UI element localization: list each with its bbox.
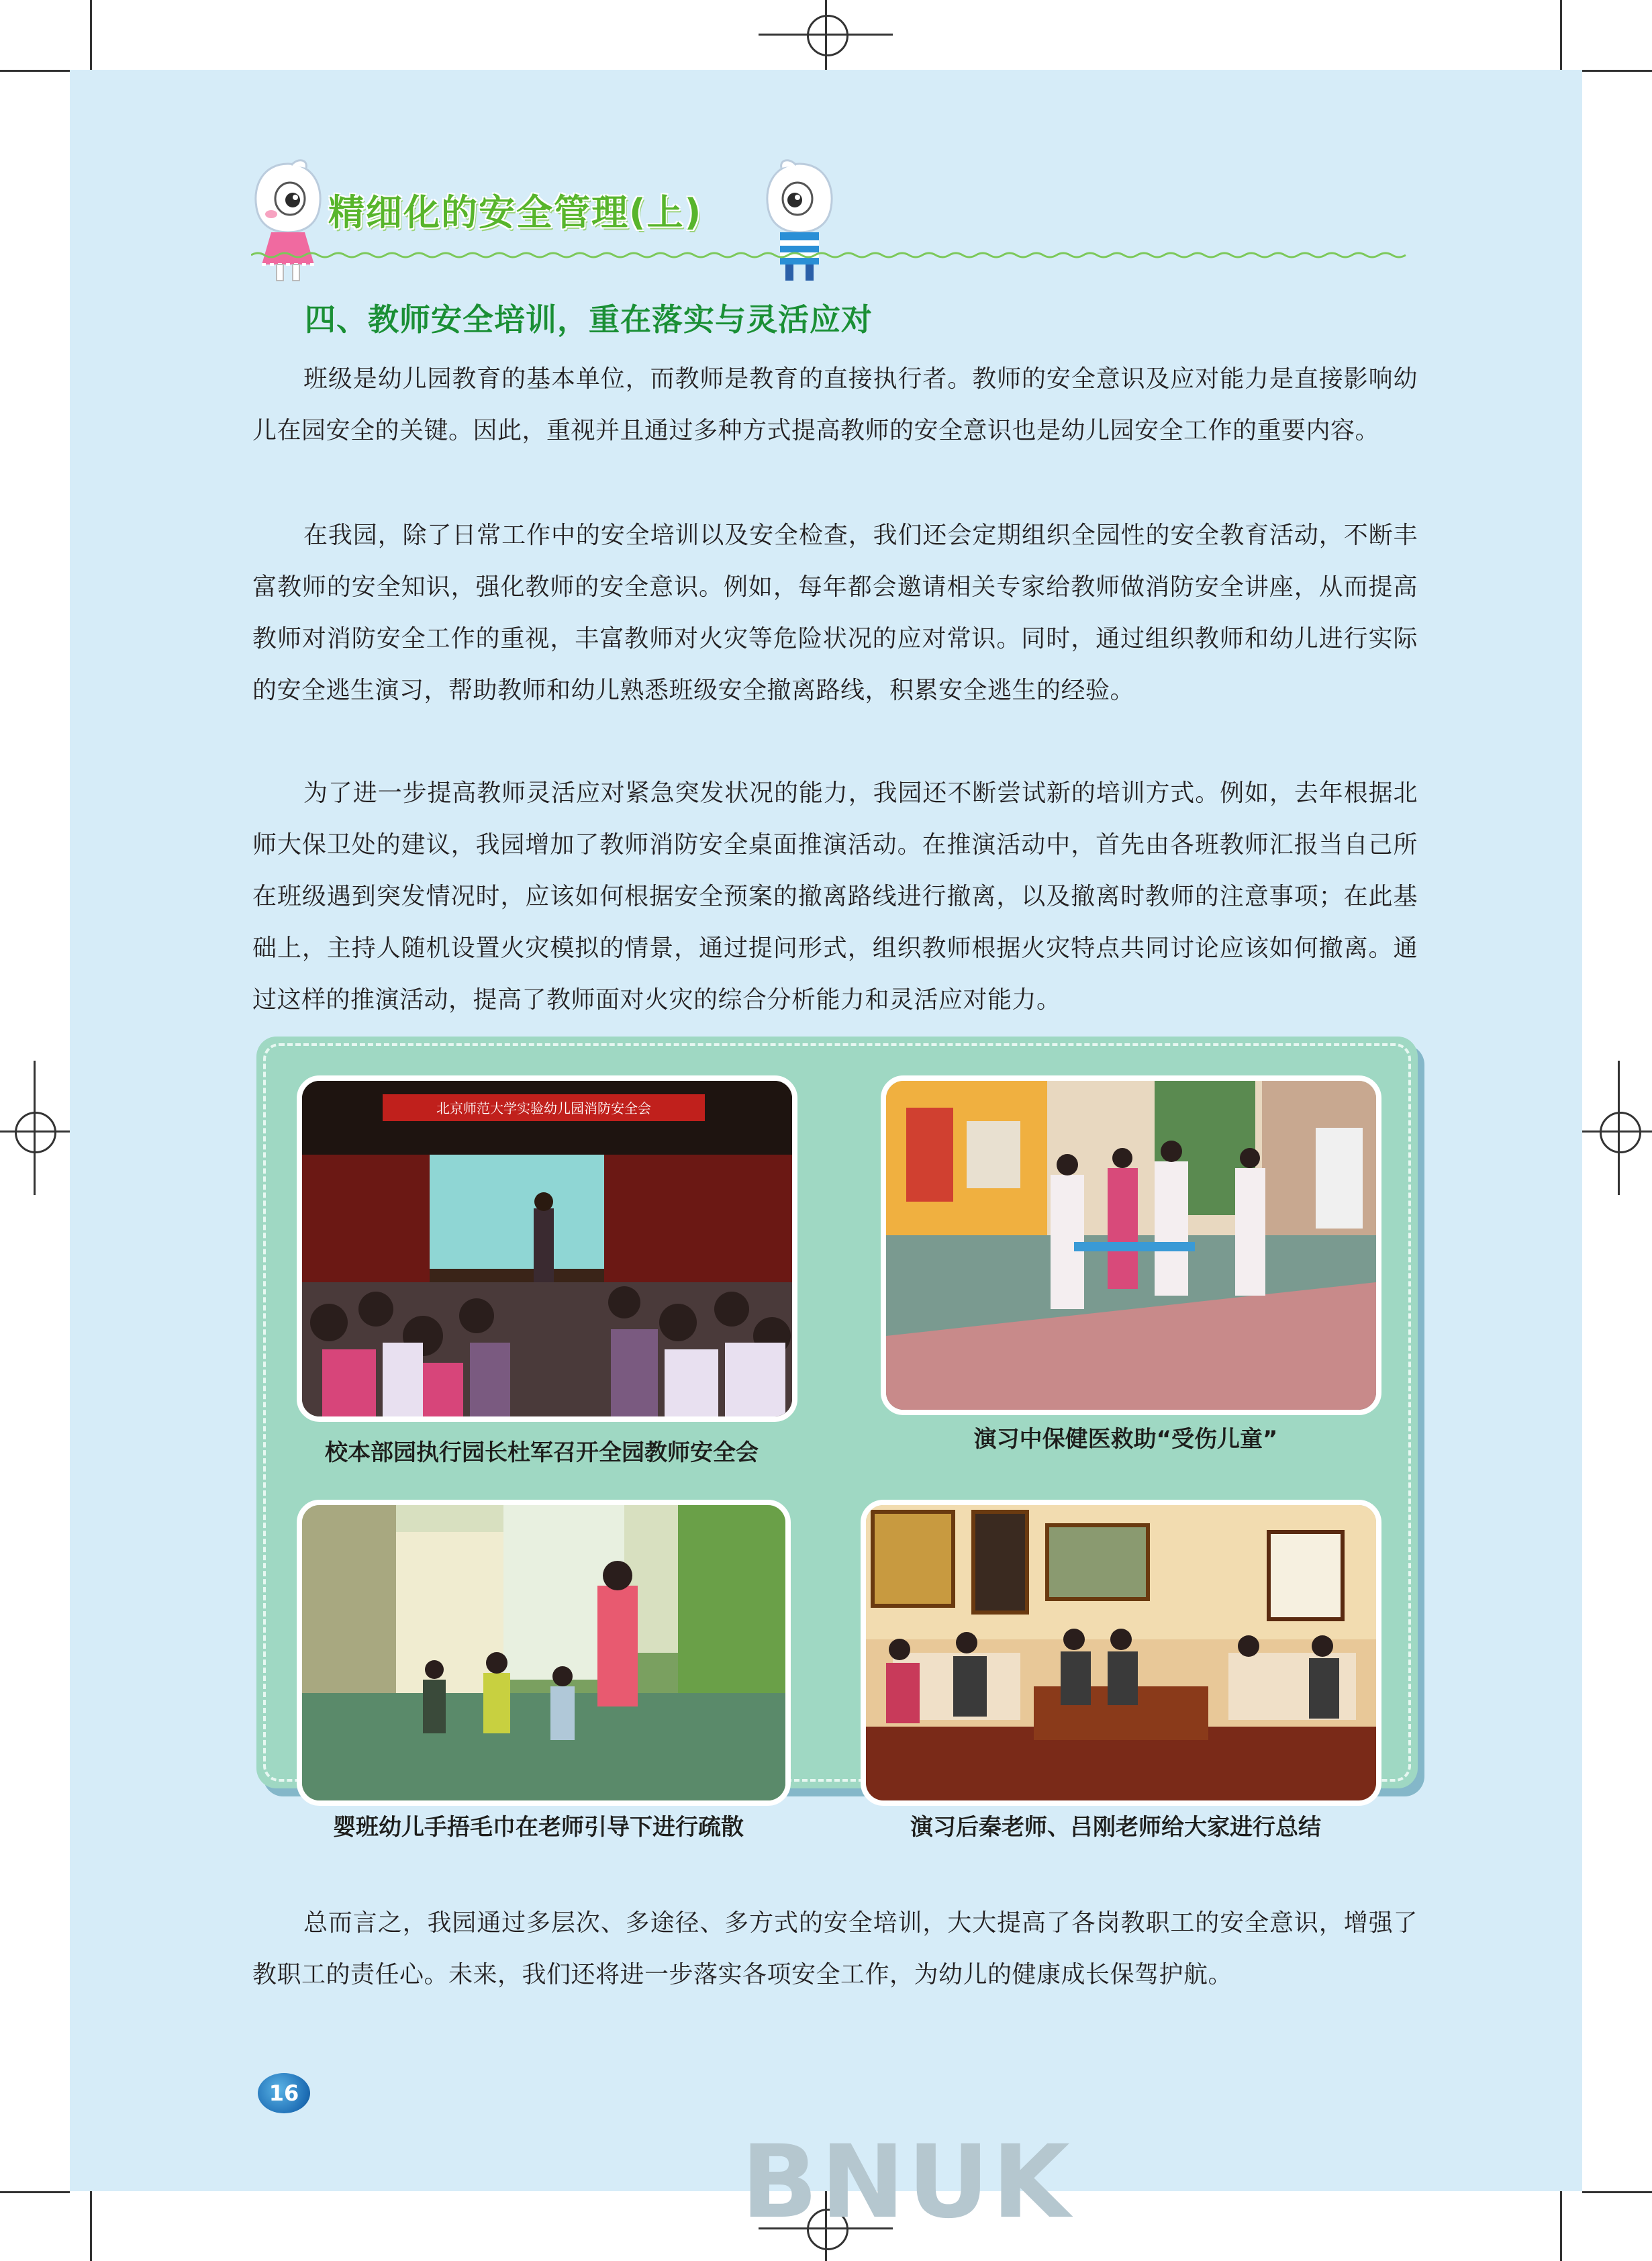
header-divider bbox=[251, 251, 1412, 259]
paragraph-intro: 班级是幼儿园教育的基本单位，而教师是教育的直接执行者。教师的安全意识及应对能力是直接影响幼儿在园安全的关键。因此，重视并且通过多种方式提高教师的安全意识也是幼儿园安全工作的重要内容。 bbox=[252, 365, 1418, 444]
photo-caption: 校本部园执行园长杜军召开全园教师安全会 bbox=[325, 1439, 759, 1466]
section-title: 四、教师安全培训，重在落实与灵活应对 bbox=[305, 301, 873, 338]
mascot-boy-icon bbox=[756, 157, 843, 285]
page-header bbox=[251, 157, 1459, 285]
photo-panel bbox=[256, 1037, 1418, 1841]
photo-rescue-drill bbox=[881, 1075, 1381, 1415]
photo-caption: 演习中保健医救助“受伤儿童” bbox=[973, 1426, 1278, 1453]
watermark: BNUK bbox=[741, 2124, 1073, 2241]
paragraph-drill: 为了进一步提高教师灵活应对紧急突发状况的能力，我园还不断尝试新的培训方式。例如，去年根据北师大保卫处的建议，我园增加了教师消防安全桌面推演活动。在推演活动中，首先由各班教师汇报当自己所在班级遇到突发情况时，应该如何根据安全预案的撤离路线进行撤离，以及撤离时教师的注意事项；在此基础上，主持人随机设置火灾模拟的情景，通过提问形式，组织教师根据火灾特点共同讨论应该如何撤离。通过这样的推演活动，提高了教师面对火灾的综合分析能力和灵活应对能力。 bbox=[252, 779, 1418, 1014]
photo-caption: 婴班幼儿手捂毛巾在老师引导下进行疏散 bbox=[333, 1814, 744, 1841]
page-number: 16 bbox=[258, 2073, 310, 2113]
photo-evacuation bbox=[297, 1500, 791, 1806]
header-title: 精细化的安全管理(上) bbox=[328, 191, 703, 234]
paragraph-conclusion: 总而言之，我园通过多层次、多途径、多方式的安全培训，大大提高了各岗教职工的安全意识，增强了教职工的责任心。未来，我们还将进一步落实各项安全工作，为幼儿的健康成长保驾护航。 bbox=[252, 1909, 1418, 1988]
photo-summary-meeting bbox=[861, 1500, 1381, 1806]
photo-safety-meeting bbox=[297, 1075, 797, 1422]
banner-text: 北京师范大学实验幼儿园消防安全会 bbox=[436, 1100, 651, 1116]
mascot-girl-icon bbox=[244, 157, 332, 285]
page bbox=[70, 70, 1582, 2241]
photo-caption: 演习后秦老师、吕刚老师给大家进行总结 bbox=[910, 1814, 1321, 1841]
paragraph-activities: 在我园，除了日常工作中的安全培训以及安全检查，我们还会定期组织全园性的安全教育活动，不断丰富教师的安全知识，强化教师的安全意识。例如，每年都会邀请相关专家给教师做消防安全讲座，从而提高教师对消防安全工作的重视，丰富教师对火灾等危险状况的应对常识。同时，通过组织教师和幼儿进行实际的安全逃生演习，帮助教师和幼儿熟悉班级安全撤离路线，积累安全逃生的经验。 bbox=[252, 522, 1418, 704]
